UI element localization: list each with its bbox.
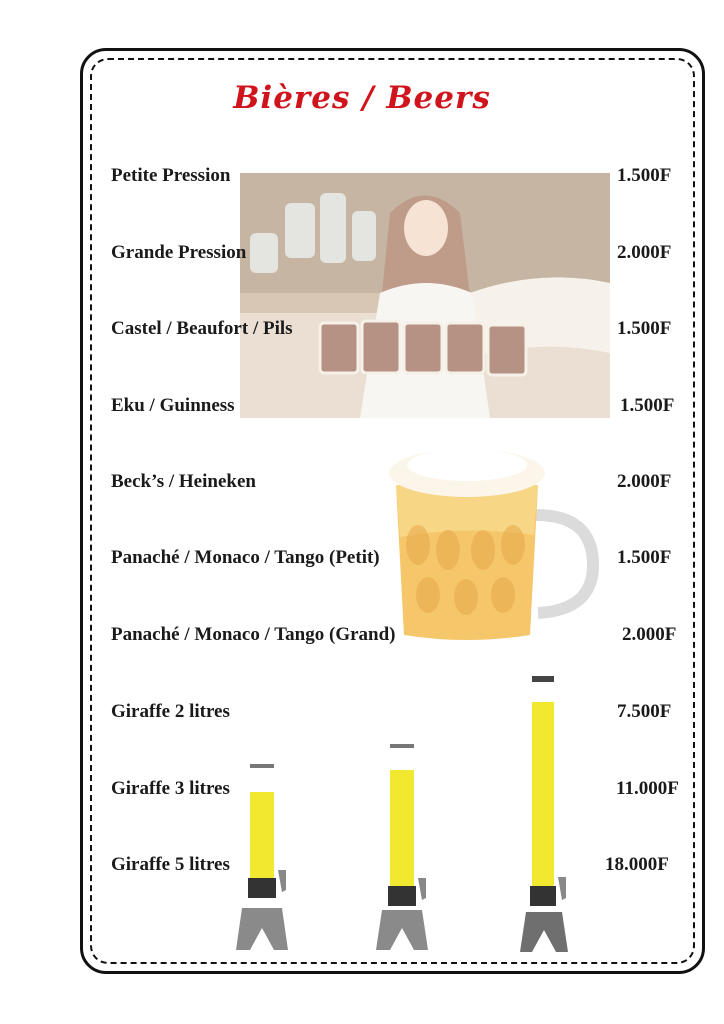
menu-item-name: Giraffe 3 litres	[111, 778, 230, 799]
menu-item-price: 2.000F	[617, 471, 672, 492]
menu-item-name: Panaché / Monaco / Tango (Grand)	[111, 624, 396, 645]
menu-item-name: Petite Pression	[111, 165, 231, 186]
menu-item-name: Beck’s / Heineken	[111, 471, 256, 492]
beer-tower-medium-image	[370, 740, 450, 955]
menu-title: Bières / Beers	[233, 80, 491, 116]
menu-item-price: 2.000F	[617, 242, 672, 263]
beer-tower-small-image	[228, 760, 308, 955]
menu-item-name: Panaché / Monaco / Tango (Petit)	[111, 547, 380, 568]
beer-mug-image	[388, 445, 603, 645]
menu-item-name: Giraffe 2 litres	[111, 701, 230, 722]
menu-item-name: Giraffe 5 litres	[111, 854, 230, 875]
menu-item-price: 7.500F	[617, 701, 672, 722]
menu-item-price: 18.000F	[605, 854, 669, 875]
beer-tower-large-image	[514, 672, 594, 956]
menu-item-price: 1.500F	[617, 547, 672, 568]
menu-item-name: Grande Pression	[111, 242, 247, 263]
bar-waitress-photo	[240, 173, 610, 418]
menu-item-name: Eku / Guinness	[111, 395, 235, 416]
menu-item-name: Castel / Beaufort / Pils	[111, 318, 293, 339]
menu-item-price: 11.000F	[616, 778, 679, 799]
menu-item-price: 1.500F	[620, 395, 675, 416]
menu-item-price: 1.500F	[617, 165, 672, 186]
menu-item-price: 2.000F	[622, 624, 677, 645]
menu-item-price: 1.500F	[617, 318, 672, 339]
